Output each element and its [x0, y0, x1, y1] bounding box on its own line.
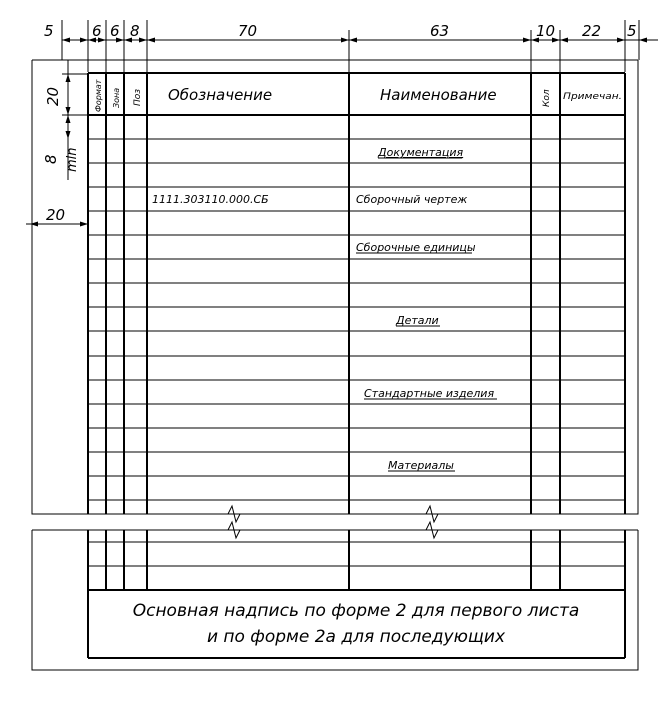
header-format: Формат — [94, 79, 103, 112]
assembly-designation: 1111.303110.000.СБ — [152, 193, 269, 206]
header-position: Поз — [133, 88, 143, 106]
header-zone: Зона — [112, 87, 121, 108]
dim-designation-width: 70 — [238, 22, 258, 40]
top-dimension-chain — [62, 20, 658, 72]
section-documentation: Документация — [378, 146, 464, 159]
left-dimension-lines — [26, 60, 88, 224]
dim-row-height-min: min — [65, 147, 80, 172]
header-note: Примечан. — [563, 92, 622, 102]
lower-table-row-lines — [88, 542, 625, 566]
dim-margin-left: 5 — [44, 22, 54, 40]
dim-margin-right: 5 — [627, 22, 637, 40]
assembly-drawing-name: Сборочный чертеж — [356, 193, 468, 206]
title-block-line-1: Основная надпись по форме 2 для первого листа — [132, 601, 580, 621]
header-quantity: Кол — [542, 89, 552, 107]
title-block-line-2: и по форме 2а для последующих — [206, 627, 506, 647]
upper-sheet-frame — [32, 60, 638, 514]
dim-quantity-width: 10 — [536, 22, 556, 40]
dim-name-width: 63 — [430, 22, 450, 40]
header-designation: Обозначение — [168, 86, 273, 104]
section-materials: Материалы — [388, 459, 454, 472]
dim-note-width: 22 — [582, 22, 602, 40]
lower-sheet-frame — [32, 530, 638, 670]
dim-format-width: 6 — [92, 22, 102, 40]
section-parts: Детали — [396, 314, 439, 327]
section-standard-items: Стандартные изделия — [364, 387, 495, 400]
section-assembly-units: Сборочные единицы — [356, 241, 476, 254]
header-name: Наименование — [380, 86, 497, 104]
dim-header-height: 20 — [44, 86, 62, 106]
dim-zone-width: 6 — [110, 22, 120, 40]
top-dimension-arrows — [62, 38, 647, 43]
dim-row-height: 8 — [42, 154, 60, 164]
dim-left-offset: 20 — [46, 206, 66, 224]
dim-position-width: 8 — [130, 22, 140, 40]
